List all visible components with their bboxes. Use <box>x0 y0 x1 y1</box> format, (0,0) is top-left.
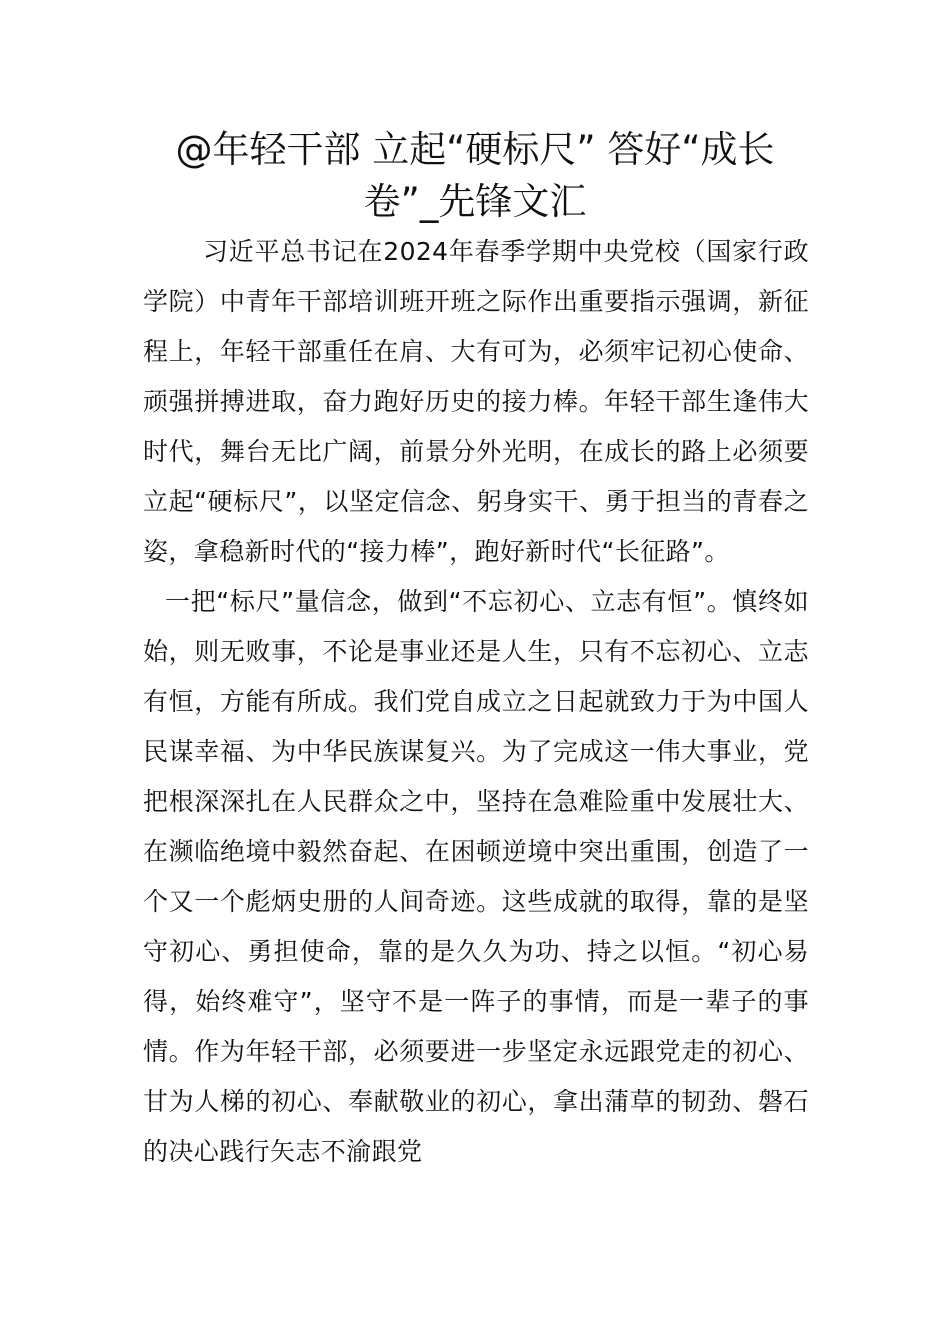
paragraph-intro: 习近平总书记在2024年春季学期中央党校（国家行政学院）中青年干部培训班开班之际作出重要指示强调，新征程上，年轻干部重任在肩、大有可为，必须牢记初心使命、顽强拼搏进取，奋力跑好历史的接力棒。年轻干部生逢伟大时代，舞台无比广阔，前景分外光明，在成长的路上必须要立起“硬标尺”，以坚定信念、躬身实干、勇于担当的青春之姿，拿稳新时代的“接力棒”，跑好新时代“长征路”。 <box>143 237 809 566</box>
document-body <box>143 227 809 1177</box>
document-title: @年轻干部 立起“硬标尺” 答好“成长卷”_先锋文汇 <box>175 128 775 223</box>
paragraph-section-one: 一把“标尺”量信念，做到“不忘初心、立志有恒”。慎终如始，则无败事，不论是事业还是人生，只有不忘初心、立志有恒，方能有所成。我们党自成立之日起就致力于为中国人民谋幸福、为中华民族谋复兴。为了完成这一伟大事业，党把根深深扎在人民群众之中，坚持在急难险重中发展壮大、在濒临绝境中毅然奋起、在困顿逆境中突出重围，创造了一个又一个彪炳史册的人间奇迹。这些成就的取得，靠的是坚守初心、勇担使命，靠的是久久为功、持之以恒。“初心易得，始终难守”，坚守不是一阵子的事情，而是一辈子的事情。作为年轻干部，必须要进一步坚定永远跟党走的初心、甘为人梯的初心、奉献敬业的初心，拿出蒲草的韧劲、磐石的决心践行矢志不渝跟党 <box>143 587 809 1166</box>
